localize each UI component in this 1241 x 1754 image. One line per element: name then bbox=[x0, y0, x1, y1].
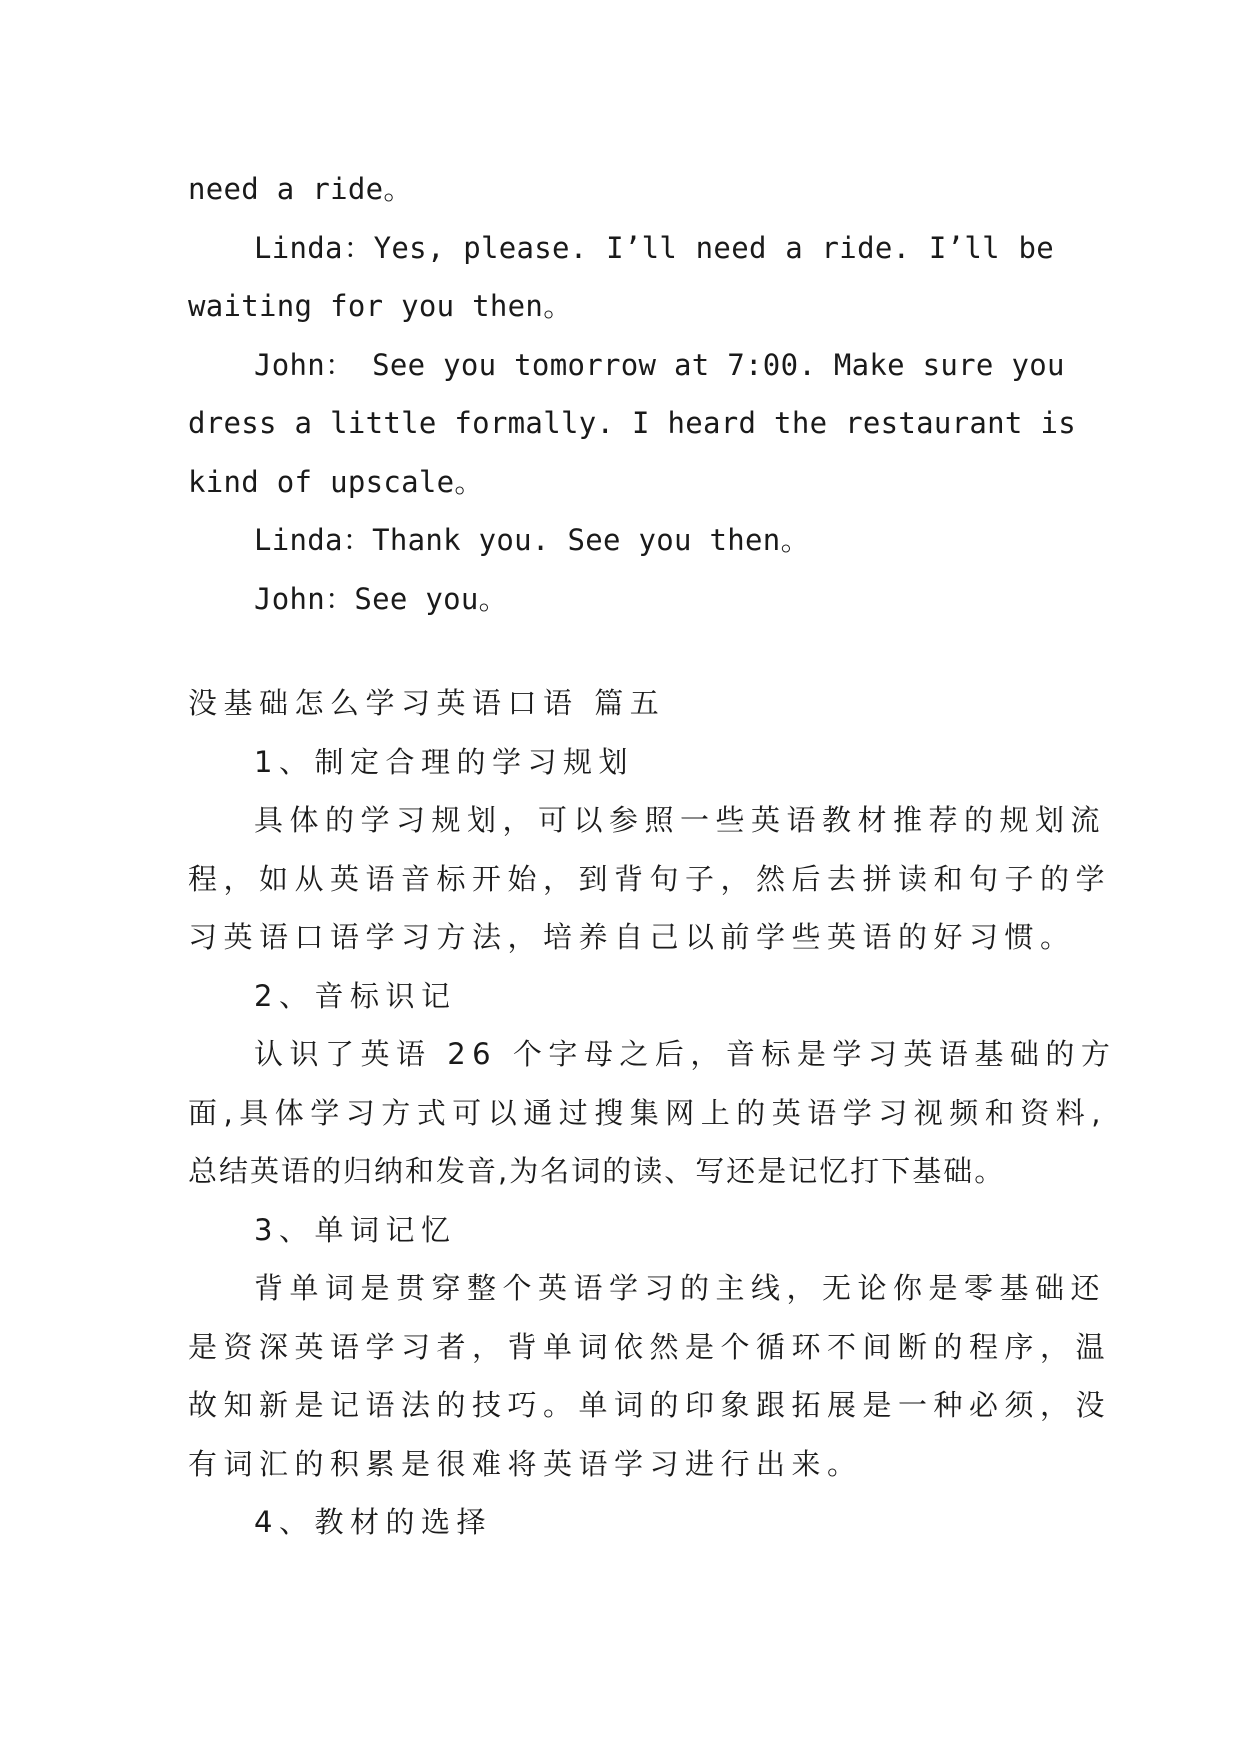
dialogue-line-continuation: need a ride。 bbox=[188, 172, 413, 206]
section-heading: 没基础怎么学习英语口语 篇五 bbox=[188, 686, 666, 720]
step-heading: 2、音标识记 bbox=[254, 978, 457, 1013]
paragraph-line: 面,具体学习方式可以通过搜集网上的英语学习视频和资料, bbox=[188, 1095, 1107, 1130]
dialogue-line-continuation: waiting for you then。 bbox=[188, 289, 573, 323]
document-page bbox=[188, 160, 1117, 1552]
paragraph-line: 故知新是记语法的技巧。单词的印象跟拓展是一种必须，没 bbox=[188, 1388, 1112, 1422]
step-heading: 3、单词记忆 bbox=[254, 1212, 457, 1247]
paragraph-line: 总结英语的归纳和发音,为名词的读、写还是记忆打下基础。 bbox=[188, 1154, 1006, 1188]
dialogue-line-linda: Linda：Yes, please. I’ll need a ride. I’ll be bbox=[254, 230, 1054, 265]
paragraph-line: 程，如从英语音标开始，到背句子，然后去拼读和句子的学 bbox=[188, 861, 1112, 896]
paragraph-line: 认识了英语 26 个字母之后，音标是学习英语基础的方 bbox=[254, 1037, 1117, 1071]
paragraph-line: 是资深英语学习者，背单词依然是个循环不间断的程序，温 bbox=[188, 1329, 1112, 1364]
section-spacer bbox=[188, 628, 1054, 674]
dialogue-line-continuation: dress a little formally. I heard the restaurant is bbox=[188, 406, 1076, 440]
paragraph-line: 背单词是贯穿整个英语学习的主线，无论你是零基础还 bbox=[254, 1271, 1107, 1305]
dialogue-line-john: John： See you tomorrow at 7:00. Make sure you bbox=[254, 347, 1065, 382]
dialogue-line-john: John：See you。 bbox=[254, 581, 508, 616]
paragraph-line: 具体的学习规划，可以参照一些英语教材推荐的规划流 bbox=[254, 803, 1107, 837]
step-heading: 1、制定合理的学习规划 bbox=[254, 744, 634, 779]
paragraph-line: 习英语口语学习方法，培养自己以前学些英语的好习惯。 bbox=[188, 920, 1076, 954]
dialogue-line-linda: Linda：Thank you. See you then。 bbox=[254, 523, 810, 557]
dialogue-line-continuation: kind of upscale。 bbox=[188, 464, 484, 499]
step-heading: 4、教材的选择 bbox=[254, 1505, 492, 1539]
paragraph-line: 有词汇的积累是很难将英语学习进行出来。 bbox=[188, 1446, 863, 1481]
